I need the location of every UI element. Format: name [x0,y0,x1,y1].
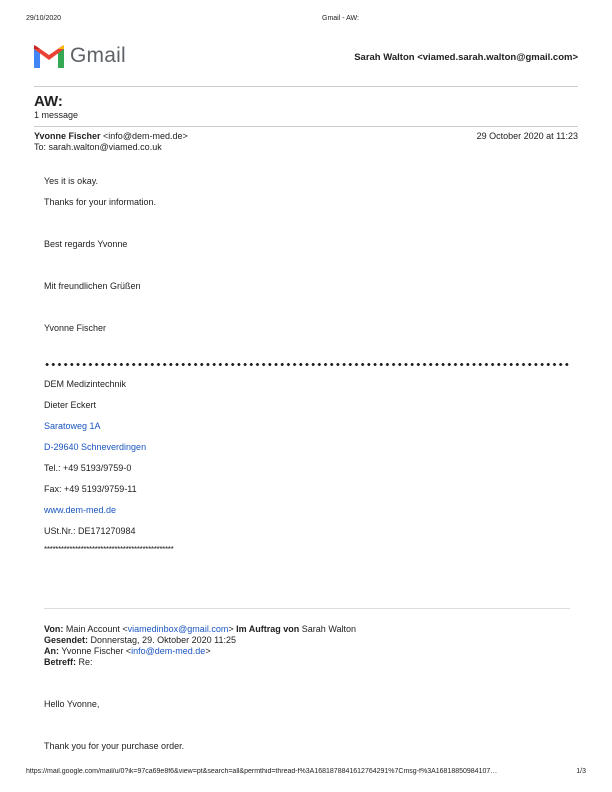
quoted-subject [44,657,93,667]
quoted-on-behalf-label: Im Auftrag von [236,624,300,634]
quoted-to-suffix: > [205,646,211,656]
asterisk-separator: ********************************************** [44,545,174,554]
quoted-to-email-link[interactable]: info@dem-med.de [131,646,206,656]
quoted-to-label: An: [44,646,59,656]
sender-email: <info@dem-med.de> [103,131,188,141]
gmail-wordmark: Gmail [70,44,126,67]
quoted-sent-label: Gesendet: [44,635,89,645]
thread-subject: AW: [34,93,63,110]
print-title: Gmail - AW: [322,15,359,22]
message-recipient: To: sarah.walton@viamed.co.uk [34,142,162,152]
signature-tel: Tel.: +49 5193/9759-0 [44,463,132,473]
quoted-from-label: Von: [44,624,64,634]
signature-fax: Fax: +49 5193/9759-11 [44,484,137,494]
gmail-logo [34,44,126,68]
body-line: Yvonne Fischer [44,323,107,333]
print-page-number: 1/3 [576,768,586,775]
signature-vat: USt.Nr.: DE171270984 [44,526,136,536]
body-line: Mit freundlichen Grüßen [44,281,141,291]
quoted-on-behalf-name: Sarah Walton [301,624,356,634]
print-url: https://mail.google.com/mail/u/0?ik=97ca69e8f6&view=pt&search=all&permthid=thread-f%3A1681878841612764291%7Cmsg-f%3A16818850984107… [26,768,498,775]
quoted-subject-value: Re: [78,657,93,667]
quoted-from [44,624,356,634]
body-line: Thanks for your information. [44,197,157,207]
signature-website-link[interactable]: www.dem-med.de [44,505,117,515]
thread-divider [34,126,578,127]
quoted-greeting: Hello Yvonne, [44,699,100,709]
signature-street-link[interactable]: Saratoweg 1A [44,421,101,431]
quoted-from-name: Main Account < [65,624,128,634]
message-date: 29 October 2020 at 11:23 [476,131,578,141]
quoted-to [44,646,211,656]
message-count: 1 message [34,110,79,120]
quoted-to-name: Yvonne Fischer < [61,646,132,656]
sender-name: Yvonne Fischer [34,131,101,141]
sender [34,131,188,141]
signature-name: Dieter Eckert [44,400,97,410]
signature-city-link[interactable]: D-29640 Schneverdingen [44,442,147,452]
signature-company: DEM Medizintechnik [44,379,127,389]
quoted-body-line: Thank you for your purchase order. [44,741,185,751]
header-divider [34,86,578,87]
body-line: Best regards Yvonne [44,239,128,249]
quoted-from-email-link[interactable]: viamedinbox@gmail.com [127,624,229,634]
account-label: Sarah Walton <viamed.sarah.walton@gmail.com> [354,52,578,63]
dotted-separator [44,362,570,367]
print-date: 29/10/2020 [26,15,62,22]
quoted-sent [44,635,236,645]
quote-divider [44,608,570,609]
body-line: Yes it is okay. [44,176,99,186]
quoted-subject-label: Betreff: [44,657,77,667]
quoted-from-suffix: > [228,624,234,634]
quoted-sent-value: Donnerstag, 29. Oktober 2020 11:25 [90,635,236,645]
gmail-m-icon [34,45,64,68]
